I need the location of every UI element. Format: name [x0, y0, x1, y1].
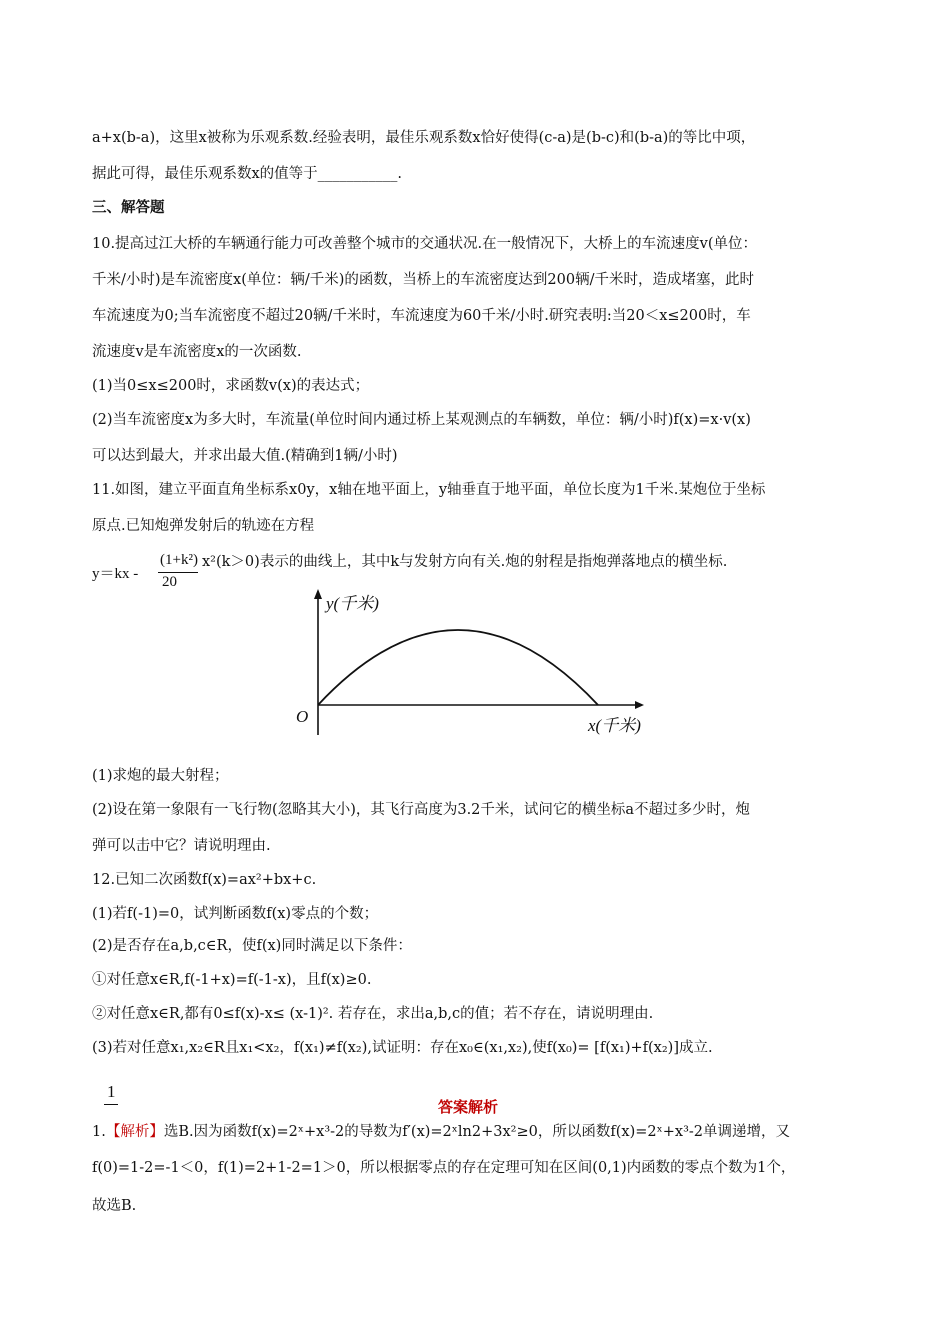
text-line: 车流速度为0;当车流密度不超过20辆/千米时，车流速度为60千米/小时.研究表明:当20＜x≤200时，车 [92, 308, 751, 324]
fraction-bar [158, 572, 198, 573]
text-line: 弹可以击中它？请说明理由. [92, 838, 271, 854]
equation-denominator: 20 [162, 574, 177, 590]
text-line: (2)是否存在a,b,c∈R，使f(x)同时满足以下条件： [92, 938, 412, 954]
text-line: 原点.已知炮弹发射后的轨迹在方程 [92, 518, 315, 534]
text-line: (2)当车流密度x为多大时，车流量(单位时间内通过桥上某观测点的车辆数，单位：辆/小时)f(x)=x·v(x) [92, 412, 751, 428]
question-11: 11.如图，建立平面直角坐标系x0y，x轴在地平面上，y轴垂直于地平面，单位长度为1千米.某炮位于坐标 [92, 482, 766, 498]
equation-numerator: (1+k²) [160, 552, 198, 568]
question-10: 10.提高过江大桥的车辆通行能力可改善整个城市的交通状况.在一般情况下，大桥上的车流速度v(单位： [92, 236, 758, 252]
y-axis-label: y(千米) [326, 594, 379, 613]
text-line: 可以达到最大，并求出最大值.(精确到1辆/小时) [92, 448, 398, 464]
trajectory-graph [270, 585, 680, 745]
question-12: 12.已知二次函数f(x)=ax²+bx+c. [92, 872, 317, 888]
text-line: ②对任意x∈R,都有0≤f(x)-x≤ (x-1)². 若存在，求出a,b,c的值；若不存在，请说明理由. [92, 1006, 654, 1022]
text-line: (1)求炮的最大射程； [92, 768, 229, 784]
fraction-numerator: 1 [107, 1082, 116, 1101]
text-line: ①对任意x∈R,f(-1+x)=f(-1-x)，且f(x)≥0. [92, 972, 372, 988]
section-heading: 三、解答题 [92, 199, 165, 216]
text-line: x²(k＞0)表示的曲线上，其中k与发射方向有关.炮的射程是指炮弹落地点的横坐标. [202, 554, 728, 570]
answers-title: 答案解析 [438, 1098, 499, 1116]
answer-number: 1. [92, 1124, 106, 1140]
text-line: 千米/小时)是车流密度x(单位：辆/千米)的函数，当桥上的车流密度达到200辆/千米时，造成堵塞，此时 [92, 272, 754, 288]
fraction-bar [104, 1104, 118, 1105]
text-line: f(0)=1-2=-1＜0，f(1)=2+1-2=1＞0，所以根据零点的存在定理可知在区间(0,1)内函数的零点个数为1个， [92, 1160, 796, 1176]
equation-lhs: y＝kx - [92, 566, 139, 582]
text-line: (1)当0≤x≤200时，求函数v(x)的表达式； [92, 378, 370, 394]
text-line: 故选B. [92, 1198, 137, 1214]
text-line: a+x(b-a)，这里x被称为乐观系数.经验表明，最佳乐观系数x恰好使得(c-a)是(b-c)和(b-a)的等比中项， [92, 130, 756, 146]
text-line: (2)设在第一象限有一飞行物(忽略其大小)，其飞行高度为3.2千米，试问它的横坐标a不超过多少时，炮 [92, 802, 751, 818]
origin-label: O [296, 707, 309, 726]
text-line: (1)若f(-1)=0，试判断函数f(x)零点的个数； [92, 906, 379, 922]
answer-1 [92, 1122, 790, 1142]
text-line: (3)若对任意x₁,x₂∈R且x₁<x₂，f(x₁)≠f(x₂),试证明：存在x₀∈(x₁,x₂),使f(x₀)= [f(x₁)+f(x₂)]成立. [92, 1040, 713, 1056]
analysis-tag: 【解析】 [105, 1124, 164, 1140]
text-line: 流速度v是车流密度x的一次函数. [92, 344, 302, 360]
text-line: 据此可得，最佳乐观系数x的值等于___________. [92, 166, 403, 182]
x-axis-label: x(千米) [588, 716, 641, 735]
answer-text: 选B.因为函数f(x)=2ˣ+x³-2的导数为f′(x)=2ˣln2+3x²≥0，所以函数f(x)=2ˣ+x³-2单调递增，又 [163, 1124, 791, 1140]
